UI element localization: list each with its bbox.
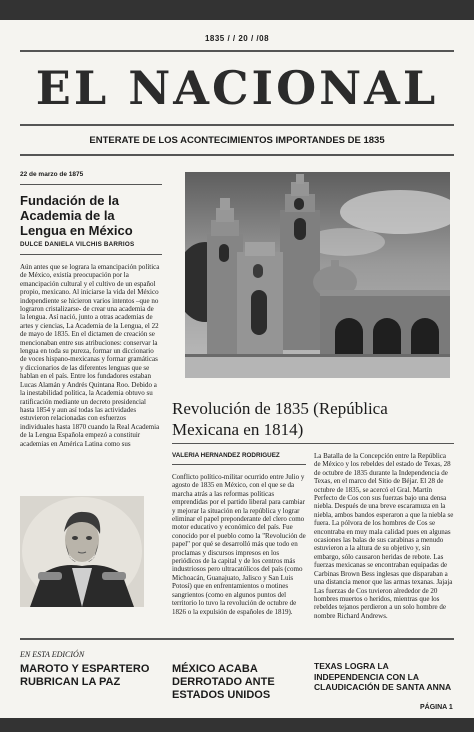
headline-texas[interactable]: TEXAS LOGRA LA INDEPENDENCIA CON LA CLAUDICACIÓN DE SANTA ANNA bbox=[314, 661, 452, 692]
headline-mexico[interactable]: MÉXICO ACABA DERROTADO ANTE ESTADOS UNIDOS bbox=[172, 663, 275, 701]
portrait-image bbox=[20, 496, 144, 607]
general-portrait bbox=[20, 496, 144, 607]
edition-label: EN ESTA EDICIÓN bbox=[20, 650, 85, 659]
bottom-bar bbox=[0, 718, 474, 732]
slogan-rule bbox=[20, 154, 454, 156]
main-article-author: VALERIA HERNANDEZ RODRIGUEZ bbox=[172, 452, 280, 459]
masthead-top-rule bbox=[20, 50, 454, 52]
main-article-body-right: La Batalla de la Concepción entre la República de México y los rebeldes del estado de Texas, 28 de octubre de 1835 durante la Independencia de Texas, en el marco del Sitio de Béjar. El 28 de octubre de 1835, se acercó el Gral. Martín Perfecto de Cos con sus fuerzas bajo una densa niebla. Después de una breve escaramuza en la niebla, ambos bandos esperaron a que la niebla se fuera. La pólvora de los hombres de Cos se encontraba en muy mala calidad pues en algunas ocasiones las balas de sus carabinas a menudo estuvieron a la altura de su objetivo y, sin embargo, sólo causaron heridas de rebote. Las fuerzas mexicanas se encontraban equipadas de Carbinas Brown Bess inglesas que disparaban a una distancia menor que las armas texanas. Jajaja Las fuerzas de Cos tuvieron alrededor de 20 hombres muertos o heridos, mientras que los rebeldes tejanos perdieron a un solo hombre de nombre Richard Andrews. bbox=[314, 452, 454, 620]
main-article-title: Revolución de 1835 (República Mexicana en 1814) bbox=[172, 399, 388, 439]
masthead-bottom-rule bbox=[20, 124, 454, 126]
article-date: 22 de marzo de 1875 bbox=[20, 171, 84, 178]
article-author: DULCE DANIELA VILCHIS BARRIOS bbox=[20, 241, 135, 248]
article-body: Aún antes que se lograra la emancipación política de México, existía preocupación por la emancipación cultural y el cultivo de un español propio, mexicano. Al iniciarse la vida del México independiente se hicieron varios intentos –que no lograron cristalizarse- de crear una academia de la lengua. Así nació, junto a otras academias de artes y ciencias, La Academia de la Lengua, el 22 de mayo de 1835. En el dictamen de creación se mencionaban entre sus atribuciones: conservar la lengua en toda su pureza, formar un diccionario de voces hispano-mexicanas y formar gramáticas y diccionarios de las diferentes lenguas que se hablan en el país. Entre los fundadores estaban Lucas Alamán y Andrés Quintana Roo. Debido a la inestabilidad política, la Academia obtuvo su ratificación mediante un decreto presidencial hasta 1854 y aun así todas las actividades estuvieron relacionadas con esfuerzos individuales hasta 1870 cuando la Real Academia de la Lengua Española empezó a constituir academias en América Latina como sus bbox=[20, 263, 160, 448]
headline-maroto[interactable]: MAROTO Y ESPARTERO RUBRICAN LA PAZ bbox=[20, 663, 150, 688]
date-rule bbox=[20, 184, 162, 185]
main-title-rule bbox=[172, 443, 454, 444]
main-article-body-left: Conflicto político-militar ocurrido entre Julio y agosto de 1835 en México, con el que se da marcha atrás a las reformas políticas emprendidas por el partido liberal para cambiar y mejorar la situación en la república y lograr eliminar el papel preponderante del clero como motor educativo y económico del país. Fue conocido por el pueblo como la "Revolución de papel" por qué se desarrolló más que todo en proclamas y discursos impresos en los periódicos de la capital y de los centros más industriosos pero ultracatólicos del país (como Michoacán, Guanajuato, Jalisco y San Luis Potosí) que en enfrentamientos o motines sangrientos (como en algunos puntos del territorio lo tuvo la revolución de octubre de 1826 o la expulsión de españoles de 1819). bbox=[172, 473, 306, 616]
page-number: PÁGINA 1 bbox=[420, 704, 453, 711]
masthead-title: EL NACIONAL bbox=[35, 61, 439, 115]
main-author-rule bbox=[172, 464, 306, 465]
slogan: ENTERATE DE LOS ACONTECIMIENTOS IMPORTANDES DE 1835 bbox=[89, 135, 385, 146]
mission-church-image bbox=[185, 172, 450, 378]
article-title: Fundación de la Academia de la Lengua en México bbox=[20, 193, 133, 238]
author-rule bbox=[20, 254, 162, 255]
top-bar bbox=[0, 0, 474, 20]
footer-top-rule bbox=[20, 638, 454, 640]
dateline: 1835 / / 20 / /08 bbox=[204, 34, 270, 43]
mission-photo bbox=[185, 172, 450, 378]
